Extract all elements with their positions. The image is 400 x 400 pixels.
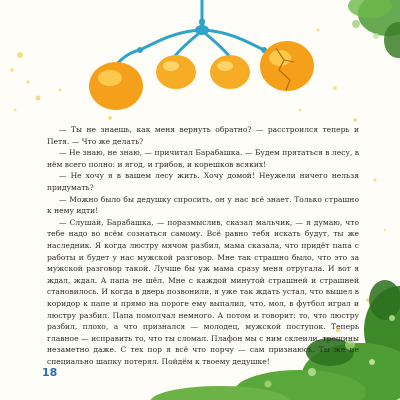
paragraph: — Можно было бы дедушку спросить, он у нас всё знает. Только страшно к нему идти! <box>47 194 359 216</box>
paragraph: — Ты не знаешь, как меня вернуть обратно? — расстроился теперь и Петя. — Что же делать? <box>47 125 359 146</box>
paragraph: — Слушай, Барабашка, — поразмыслив, сказал мальчик, — я думаю, что тебе надо во всём сознаться самому. Всё равно тебя искать будут, ты же наследник. Я когда люстру мячом разбил, мама сказала, что придёт папа с работы и будет у нас мужской разговор. Мне так страшно было, что это за мужской разговор такой. Лучше бы уж мама сразу меня отругала. И вот я ждал, ждал. А папа не шёл. Мне с каждой минутой страшней и страшней становилось. И когда в дверь позвонили, я уже так ждать устал, что вышел в коридор к папе и прямо на пороге ему выпалил, что, мол, в футбол играл и люстру разбил. Папа помолчал немного. А потом и говорит: то, что люстру разбил, плохо, а что признался — молодец, мужской поступок. Теперь главное — исправить то, что ты сломал. Плафон мы с ним склеили, трещины незаметно даже. С тех пор я всё что порчу — сам признаюсь. Ты же не специально шапку потерял. Пойдём к твоему дедушке! <box>47 217 359 366</box>
paragraph: — Не знаю, не знаю, — причитал Барабашка. — Будем прятаться в лесу, в нём всего полно: и ягод, и грибов, и корешков всяких! <box>47 148 359 169</box>
page-number: 18 <box>42 366 58 379</box>
paragraph: — Не хочу я в вашем лесу жить. Хочу домой! Неужели ничего нельзя придумать? <box>47 171 359 192</box>
story-text <box>47 124 359 367</box>
